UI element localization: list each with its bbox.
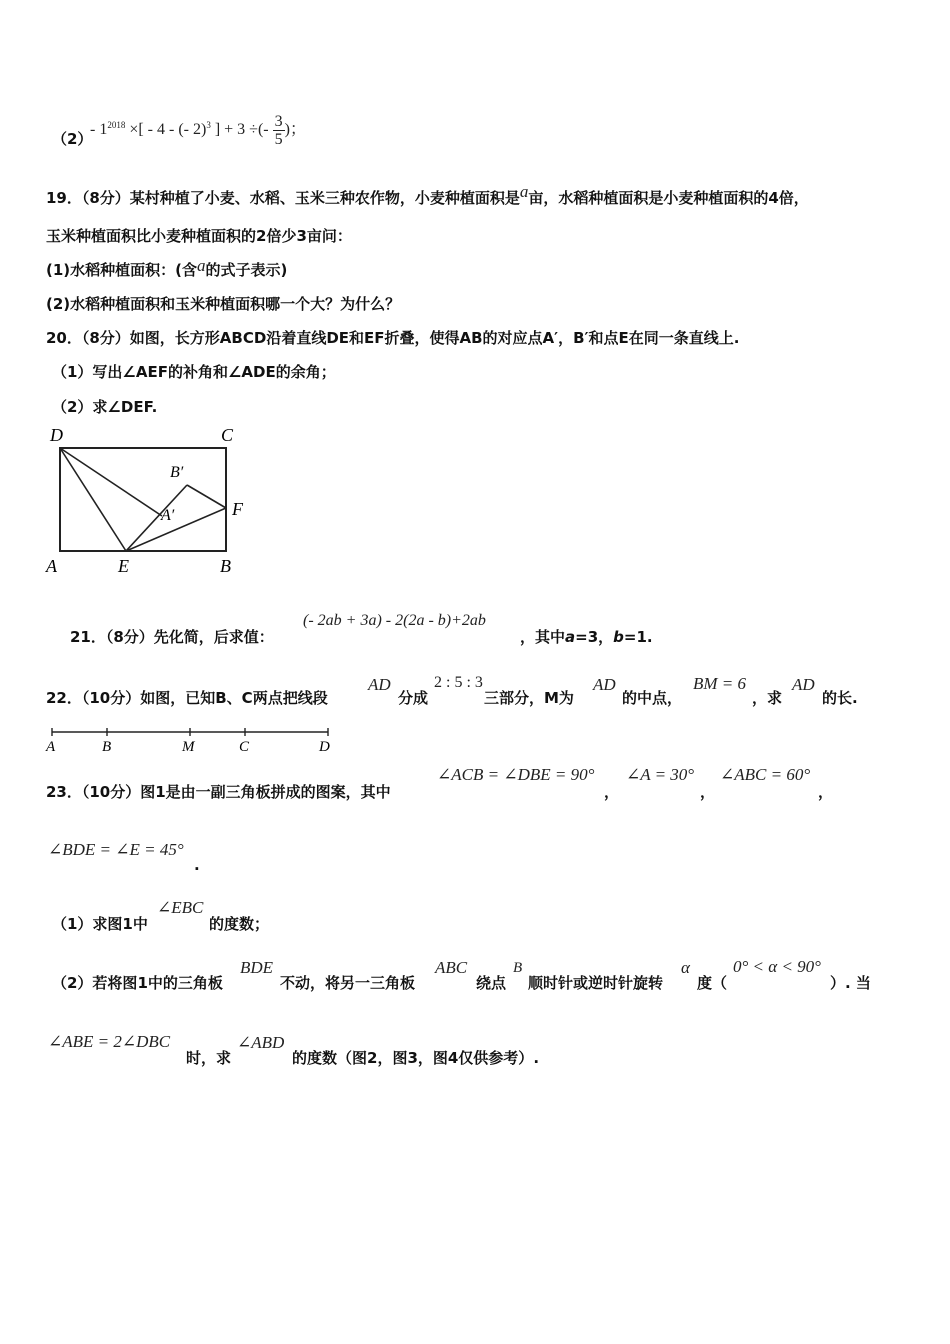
q23-cond4: ∠BDE = ∠E = 45°: [48, 840, 184, 859]
q18-expression: [90, 113, 306, 148]
q23-sep2: ，: [700, 783, 716, 801]
q23-part2-tri2: ABC: [435, 958, 468, 977]
label-a: A: [46, 739, 56, 755]
q19-part1-var: a: [197, 256, 206, 275]
q22-mid2: 三部分，M为: [484, 689, 574, 707]
q18-fraction: [273, 113, 285, 148]
label-f: F: [232, 499, 243, 519]
q23-part1-b: 的度数；: [209, 915, 270, 933]
q23-part3-b: 的度数（图2，图3，图4仅供参考）.: [292, 1049, 540, 1067]
q21-val-b: =1.: [623, 628, 653, 646]
q23-part2-a: （2）若将图1中的三角板: [52, 974, 223, 992]
label-d: D: [50, 425, 63, 445]
q23-part2-alpha: α: [681, 958, 690, 977]
q19-part1: [46, 256, 288, 280]
segment-e-b-prime: [126, 485, 187, 551]
q20-rectangle-figure: [40, 420, 260, 580]
q23-cond2: ∠A = 30°: [626, 765, 695, 784]
q22-ratio: 2 : 5 : 3: [434, 674, 483, 691]
q23-part3-expr2: ∠ABD: [237, 1033, 285, 1052]
segment-da-prime: [60, 448, 162, 516]
q22-lead: 22．（10分）如图，已知B、C两点把线段: [46, 689, 328, 707]
q21-lead: 21．（8分）先化简，后求值：: [70, 628, 274, 646]
q23-part1-expr: ∠EBC: [157, 898, 204, 917]
q21-var-b: b: [613, 628, 624, 646]
q21-tail: [520, 626, 653, 647]
q19-line1: [46, 182, 809, 208]
q23-part3-a: 时，求: [186, 1049, 232, 1067]
q22-seg2: AD: [593, 675, 616, 694]
q19-part1-a: (1)水稻种植面积：(含: [46, 261, 198, 279]
q23-part2-f: ）. 当: [830, 974, 871, 992]
q19-part2: (2)水稻种植面积和玉米种植面积哪一个大？为什么？: [46, 295, 401, 313]
q23-cond1: ∠ACB = ∠DBE = 90°: [437, 765, 595, 784]
q23-part3-expr: ∠ABE = 2∠DBC: [48, 1032, 171, 1051]
q23-part2-tri1: BDE: [240, 958, 274, 977]
q23-part2-e: 度（: [697, 974, 728, 992]
q22-mid4: ，求: [752, 689, 783, 707]
q23-part1-a: （1）求图1中: [52, 915, 148, 933]
q21-tail-a: ，其中: [520, 628, 566, 646]
q22-seg1: AD: [368, 675, 391, 694]
q18-exp2: 3: [206, 119, 211, 130]
q23-sep1: ，: [604, 783, 620, 801]
q18-expr-b: ×[ - 4 - (- 2): [125, 121, 207, 139]
label-a: A: [46, 556, 57, 576]
q18-expr-c: ] + 3 ÷(-: [210, 121, 273, 139]
q19-line2: 玉米种植面积比小麦种植面积的2倍少3亩问：: [46, 227, 352, 245]
q19-line1-b: 亩，水稻种植面积是小麦种植面积的4倍，: [528, 189, 809, 207]
q22-bm: BM = 6: [693, 674, 747, 693]
q23-cond4-end: .: [194, 856, 200, 874]
q22-mid1: 分成: [398, 689, 429, 707]
q18-frac-den: 5: [274, 131, 283, 148]
segment-b-prime-f: [187, 485, 226, 508]
q20-line1: 20．（8分）如图，长方形ABCD沿着直线DE和EF折叠，使得AB的对应点A′，B′和点E在同一条直线上.: [46, 329, 740, 347]
q23-part2-c: 绕点: [476, 974, 507, 992]
q23-part2-point: B: [513, 960, 523, 976]
q23-sep3: ，: [818, 783, 834, 801]
q23-part2-d: 顺时针或逆时针旋转: [528, 974, 664, 992]
q23-lead: 23．（10分）图1是由一副三角板拼成的图案，其中: [46, 783, 391, 801]
q21-expression: (- 2ab + 3a) - 2(2a - b)+2ab: [303, 612, 486, 629]
q21-var-a: a: [565, 628, 576, 646]
q19-part1-b: 的式子表示): [205, 261, 288, 279]
q22-tail: 的长.: [822, 689, 858, 707]
rectangle-abcd: [60, 448, 226, 551]
label-c: C: [221, 425, 234, 445]
q18-frac-num: 3: [274, 113, 283, 130]
q19-var-a: a: [519, 182, 529, 201]
label-b-prime: B′: [170, 464, 184, 481]
q18-expr-a: - 1: [90, 121, 108, 139]
q18-end: ；: [289, 121, 306, 139]
q19-line1-a: 19．（8分）某村种植了小麦、水稻、玉米三种农作物，小麦种植面积是: [46, 189, 520, 207]
label-c: C: [239, 739, 250, 755]
label-d: D: [319, 739, 330, 755]
q20-part1: （1）写出∠AEF的补角和∠ADE的余角；: [52, 363, 336, 381]
fold-line-ef: [126, 508, 226, 551]
label-m: M: [182, 739, 195, 755]
q20-part2: （2）求∠DEF.: [52, 398, 158, 416]
q21-val-a: =3，: [575, 628, 614, 646]
fold-line-de: [60, 448, 126, 551]
q23-cond3: ∠ABC = 60°: [720, 765, 811, 784]
label-b: B: [102, 739, 112, 755]
label-a-prime: A′: [161, 507, 175, 524]
q18-part2-label: （2）: [52, 130, 93, 148]
label-b: B: [220, 556, 231, 576]
q18-expr-d: ): [284, 121, 290, 139]
q22-mid3: 的中点，: [622, 689, 683, 707]
q18-exp1: 2018: [107, 119, 126, 130]
q23-part2-b: 不动，将另一三角板: [280, 974, 416, 992]
label-e: E: [118, 556, 129, 576]
q22-seg3: AD: [792, 675, 815, 694]
q22-line-segment-figure: [40, 724, 340, 758]
q23-part2-range: 0° < α < 90°: [733, 957, 821, 976]
